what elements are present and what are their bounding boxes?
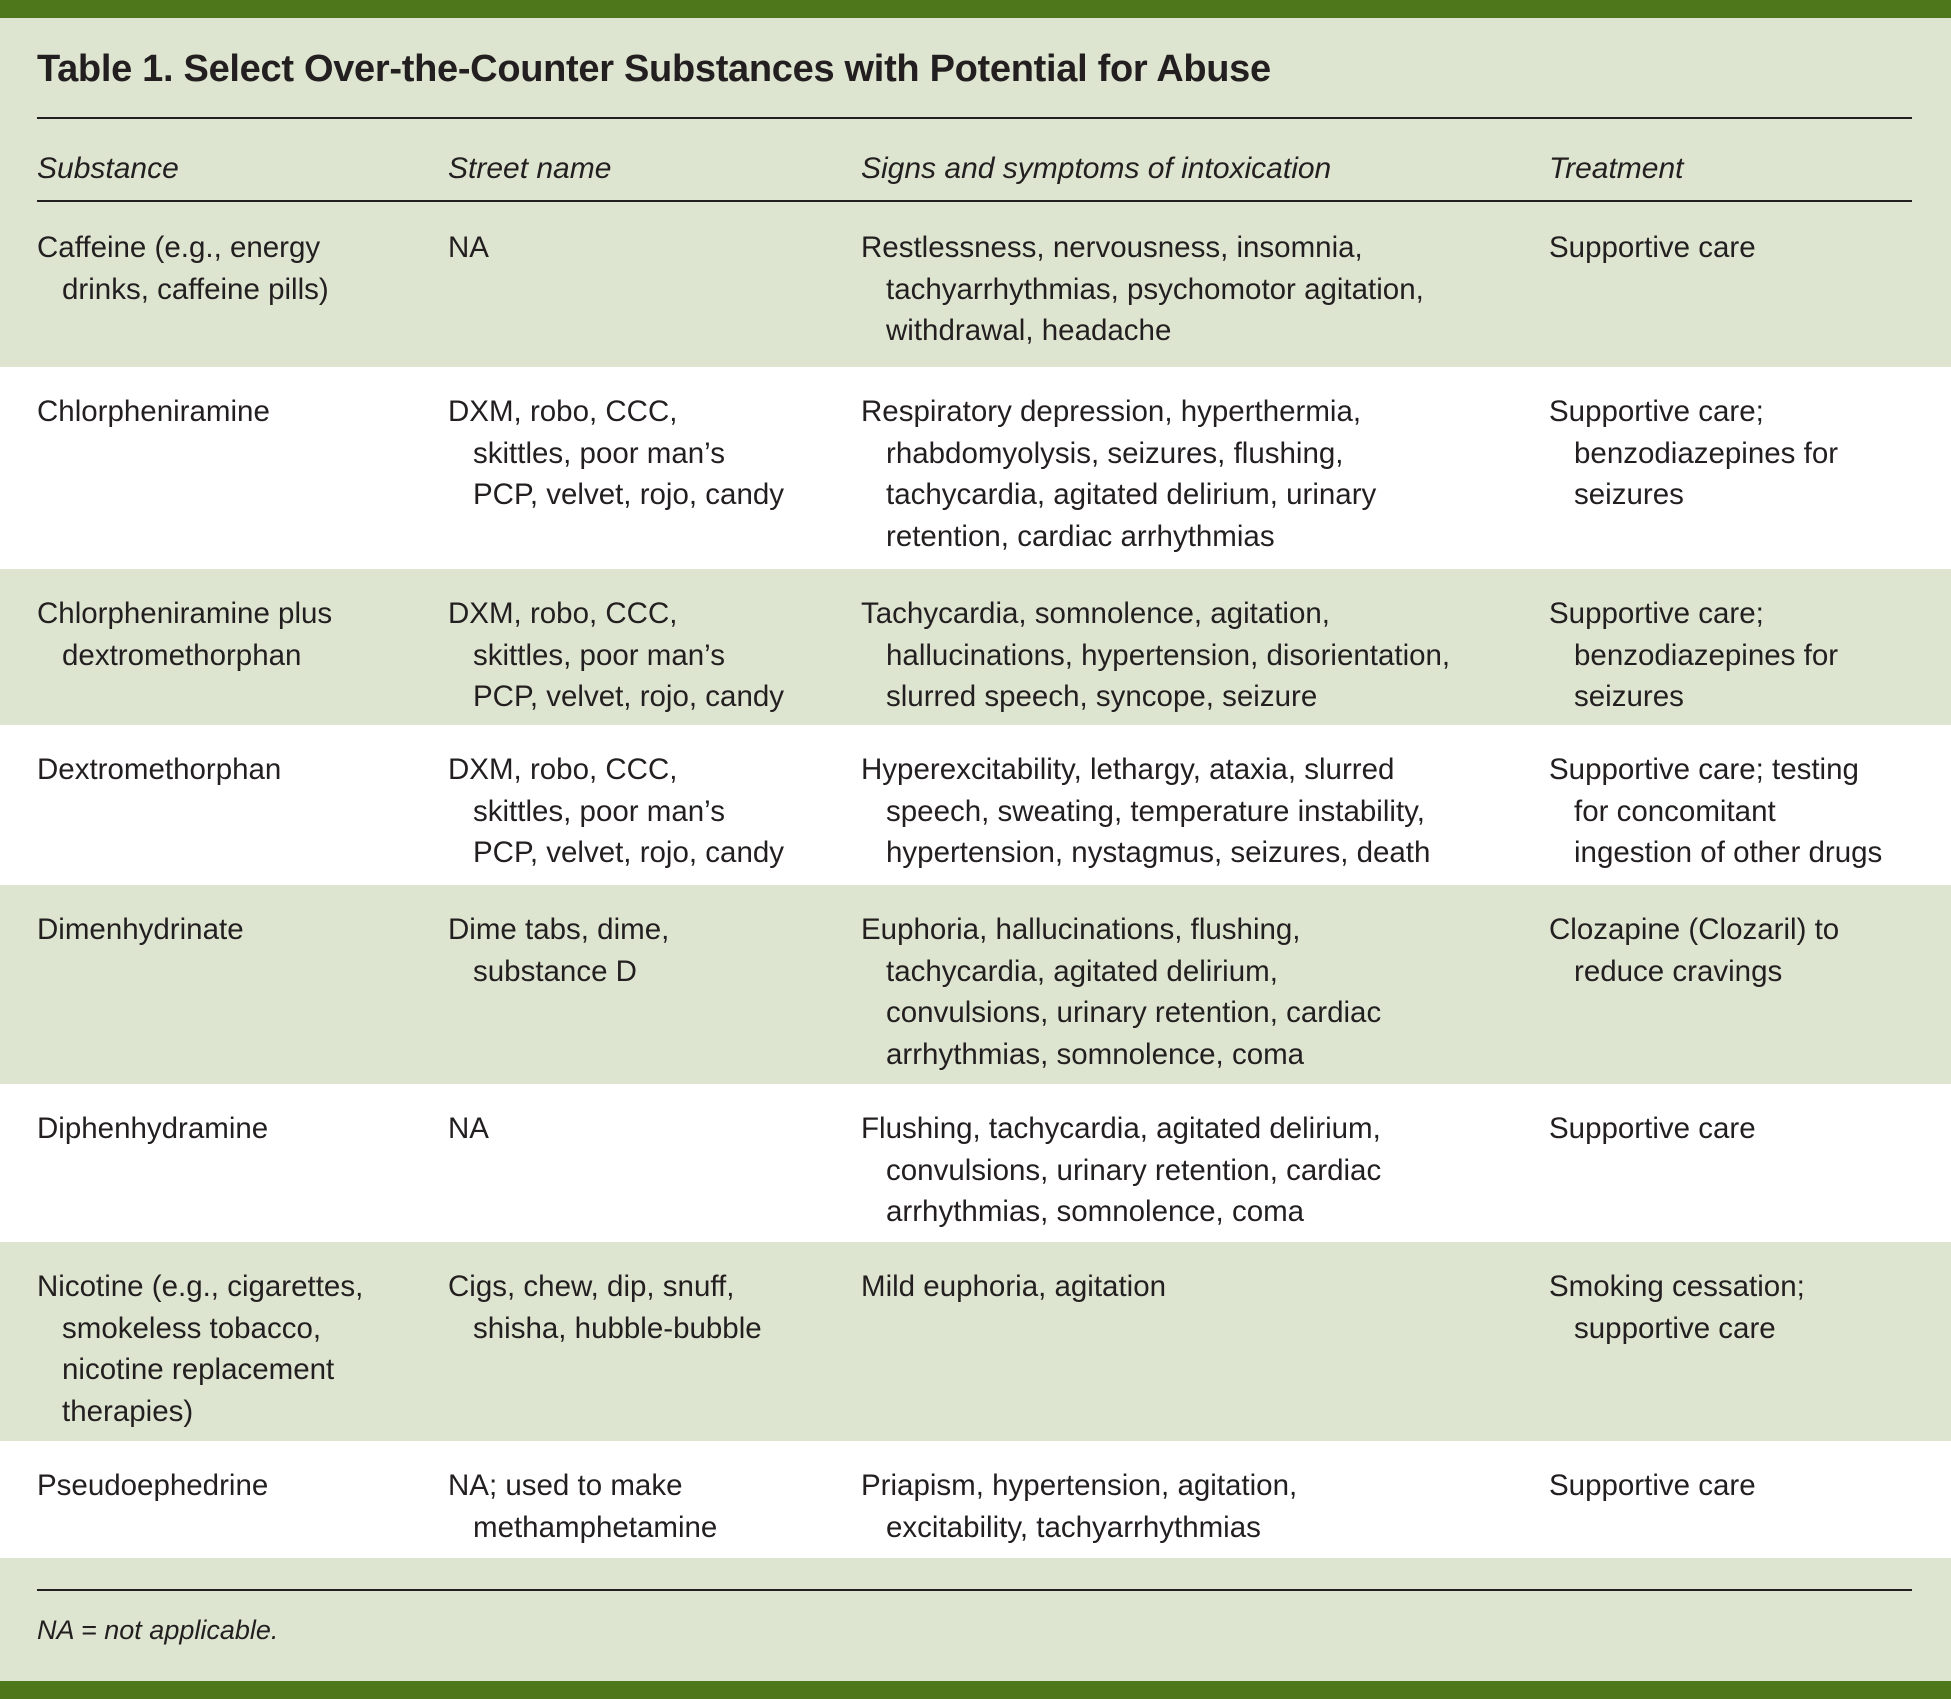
table-title: Table 1. Select Over-the-Counter Substances with Potential for Abuse xyxy=(37,48,1271,90)
cell-line: Dextromethorphan xyxy=(37,753,282,786)
cell-line: Clozapine (Clozaril) to xyxy=(1549,913,1840,946)
cell-line: NA xyxy=(448,1112,489,1145)
cell-signs xyxy=(861,749,1430,874)
cell-substance xyxy=(37,749,281,791)
column-header-treatment: Treatment xyxy=(1549,152,1684,185)
cell-line: Supportive care xyxy=(1549,1469,1756,1502)
cell-line: ingestion of other drugs xyxy=(1574,836,1883,870)
cell-line: Diphenhydramine xyxy=(37,1112,269,1145)
cell-line: benzodiazepines for xyxy=(1574,638,1839,672)
cell-line: convulsions, urinary retention, cardiac xyxy=(886,1153,1382,1187)
table-row xyxy=(0,1441,1951,1558)
cell-line: shisha, hubble-bubble xyxy=(473,1311,762,1345)
header-rule xyxy=(37,200,1912,202)
cell-line: skittles, poor man’s xyxy=(473,794,725,828)
cell-line: dextromethorphan xyxy=(62,638,302,672)
cell-treatment xyxy=(1549,227,1756,269)
cell-treatment xyxy=(1549,1266,1805,1349)
cell-line: withdrawal, headache xyxy=(886,314,1172,348)
cell-signs xyxy=(861,1266,1166,1308)
table-row xyxy=(0,1084,1951,1242)
cell-line: Nicotine (e.g., cigarettes, xyxy=(37,1270,364,1303)
cell-line: Dime tabs, dime, xyxy=(448,913,670,946)
cell-line: speech, sweating, temperature instability, xyxy=(886,794,1425,828)
cell-street-name xyxy=(448,1108,489,1150)
cell-signs xyxy=(861,1108,1381,1233)
cell-substance xyxy=(37,1266,363,1433)
cell-line: benzodiazepines for xyxy=(1574,436,1839,470)
cell-line: hallucinations, hypertension, disorientation, xyxy=(886,638,1451,672)
cell-line: Mild euphoria, agitation xyxy=(861,1270,1167,1303)
cell-signs xyxy=(861,227,1424,352)
cell-signs xyxy=(861,1465,1297,1548)
cell-substance xyxy=(37,1465,268,1507)
cell-line: PCP, velvet, rojo, candy xyxy=(473,680,785,714)
cell-street-name xyxy=(448,227,489,269)
cell-line: drinks, caffeine pills) xyxy=(62,272,329,306)
cell-line: nicotine replacement xyxy=(62,1353,335,1387)
cell-treatment xyxy=(1549,749,1882,874)
cell-line: Supportive care; xyxy=(1549,395,1764,428)
table-row xyxy=(0,203,1951,367)
cell-line: for concomitant xyxy=(1574,794,1776,828)
cell-substance xyxy=(37,1108,268,1150)
cell-street-name xyxy=(448,909,669,992)
table-row xyxy=(0,367,1951,569)
cell-line: Supportive care; testing xyxy=(1549,753,1859,786)
cell-street-name xyxy=(448,1465,717,1548)
cell-line: retention, cardiac arrhythmias xyxy=(886,520,1275,554)
title-rule xyxy=(37,117,1912,119)
cell-treatment xyxy=(1549,909,1839,992)
cell-line: tachycardia, agitated delirium, urinary xyxy=(886,478,1377,512)
cell-line: seizures xyxy=(1574,478,1684,512)
top-accent-bar xyxy=(0,0,1951,18)
cell-line: DXM, robo, CCC, xyxy=(448,395,678,428)
footnote: NA = not applicable. xyxy=(37,1615,279,1645)
cell-line: seizures xyxy=(1574,680,1684,714)
cell-line: PCP, velvet, rojo, candy xyxy=(473,836,785,870)
cell-line: substance D xyxy=(473,954,637,988)
cell-line: Supportive care xyxy=(1549,1112,1756,1145)
cell-line: NA xyxy=(448,231,489,264)
cell-line: methamphetamine xyxy=(473,1510,718,1544)
cell-treatment xyxy=(1549,391,1838,516)
cell-line: slurred speech, syncope, seizure xyxy=(886,680,1318,714)
cell-line: NA; used to make xyxy=(448,1469,683,1502)
cell-treatment xyxy=(1549,593,1838,718)
cell-substance xyxy=(37,391,270,433)
cell-line: rhabdomyolysis, seizures, flushing, xyxy=(886,436,1344,470)
cell-line: Pseudoephedrine xyxy=(37,1469,269,1502)
cell-line: PCP, velvet, rojo, candy xyxy=(473,478,785,512)
cell-line: supportive care xyxy=(1574,1311,1776,1345)
cell-line: Hyperexcitability, lethargy, ataxia, slurred xyxy=(861,753,1395,786)
column-header-street-name: Street name xyxy=(448,152,612,185)
cell-substance xyxy=(37,593,332,676)
cell-line: arrhythmias, somnolence, coma xyxy=(886,1195,1305,1229)
cell-line: Respiratory depression, hyperthermia, xyxy=(861,395,1362,428)
cell-signs xyxy=(861,391,1376,558)
cell-substance xyxy=(37,227,329,310)
cell-line: convulsions, urinary retention, cardiac xyxy=(886,996,1382,1030)
bottom-accent-bar xyxy=(0,1681,1951,1699)
column-header-substance: Substance xyxy=(37,152,179,185)
column-header-signs: Signs and symptoms of intoxication xyxy=(861,152,1332,185)
cell-line: Cigs, chew, dip, snuff, xyxy=(448,1270,735,1303)
cell-signs xyxy=(861,593,1450,718)
cell-line: Euphoria, hallucinations, flushing, xyxy=(861,913,1301,946)
cell-line: Supportive care xyxy=(1549,231,1756,264)
cell-signs xyxy=(861,909,1381,1076)
cell-line: tachycardia, agitated delirium, xyxy=(886,954,1278,988)
cell-line: DXM, robo, CCC, xyxy=(448,753,678,786)
cell-line: Priapism, hypertension, agitation, xyxy=(861,1469,1298,1502)
cell-treatment xyxy=(1549,1465,1756,1507)
cell-line: Restlessness, nervousness, insomnia, xyxy=(861,231,1363,264)
cell-street-name xyxy=(448,1266,762,1349)
cell-line: Dimenhydrinate xyxy=(37,913,244,946)
cell-line: Flushing, tachycardia, agitated delirium, xyxy=(861,1112,1381,1145)
cell-line: reduce cravings xyxy=(1574,954,1783,988)
table-row xyxy=(0,885,1951,1084)
cell-line: Supportive care; xyxy=(1549,597,1764,630)
cell-street-name xyxy=(448,391,784,516)
cell-substance xyxy=(37,909,244,951)
cell-line: Chlorpheniramine xyxy=(37,395,270,428)
cell-line: therapies) xyxy=(62,1395,194,1429)
cell-line: Smoking cessation; xyxy=(1549,1270,1805,1303)
cell-line: arrhythmias, somnolence, coma xyxy=(886,1038,1305,1072)
cell-street-name xyxy=(448,749,784,874)
cell-line: DXM, robo, CCC, xyxy=(448,597,678,630)
cell-line: excitability, tachyarrhythmias xyxy=(886,1510,1261,1544)
table-row xyxy=(0,725,1951,885)
cell-line: hypertension, nystagmus, seizures, death xyxy=(886,836,1431,870)
cell-line: Tachycardia, somnolence, agitation, xyxy=(861,597,1330,630)
cell-street-name xyxy=(448,593,784,718)
cell-line: Chlorpheniramine plus xyxy=(37,597,333,630)
cell-line: smokeless tobacco, xyxy=(62,1311,322,1345)
cell-line: skittles, poor man’s xyxy=(473,436,725,470)
cell-treatment xyxy=(1549,1108,1756,1150)
cell-line: tachyarrhythmias, psychomotor agitation, xyxy=(886,272,1424,306)
table-row xyxy=(0,1242,1951,1441)
cell-line: skittles, poor man’s xyxy=(473,638,725,672)
footer-rule xyxy=(37,1589,1912,1591)
table-row xyxy=(0,569,1951,725)
cell-line: Caffeine (e.g., energy xyxy=(37,231,321,264)
